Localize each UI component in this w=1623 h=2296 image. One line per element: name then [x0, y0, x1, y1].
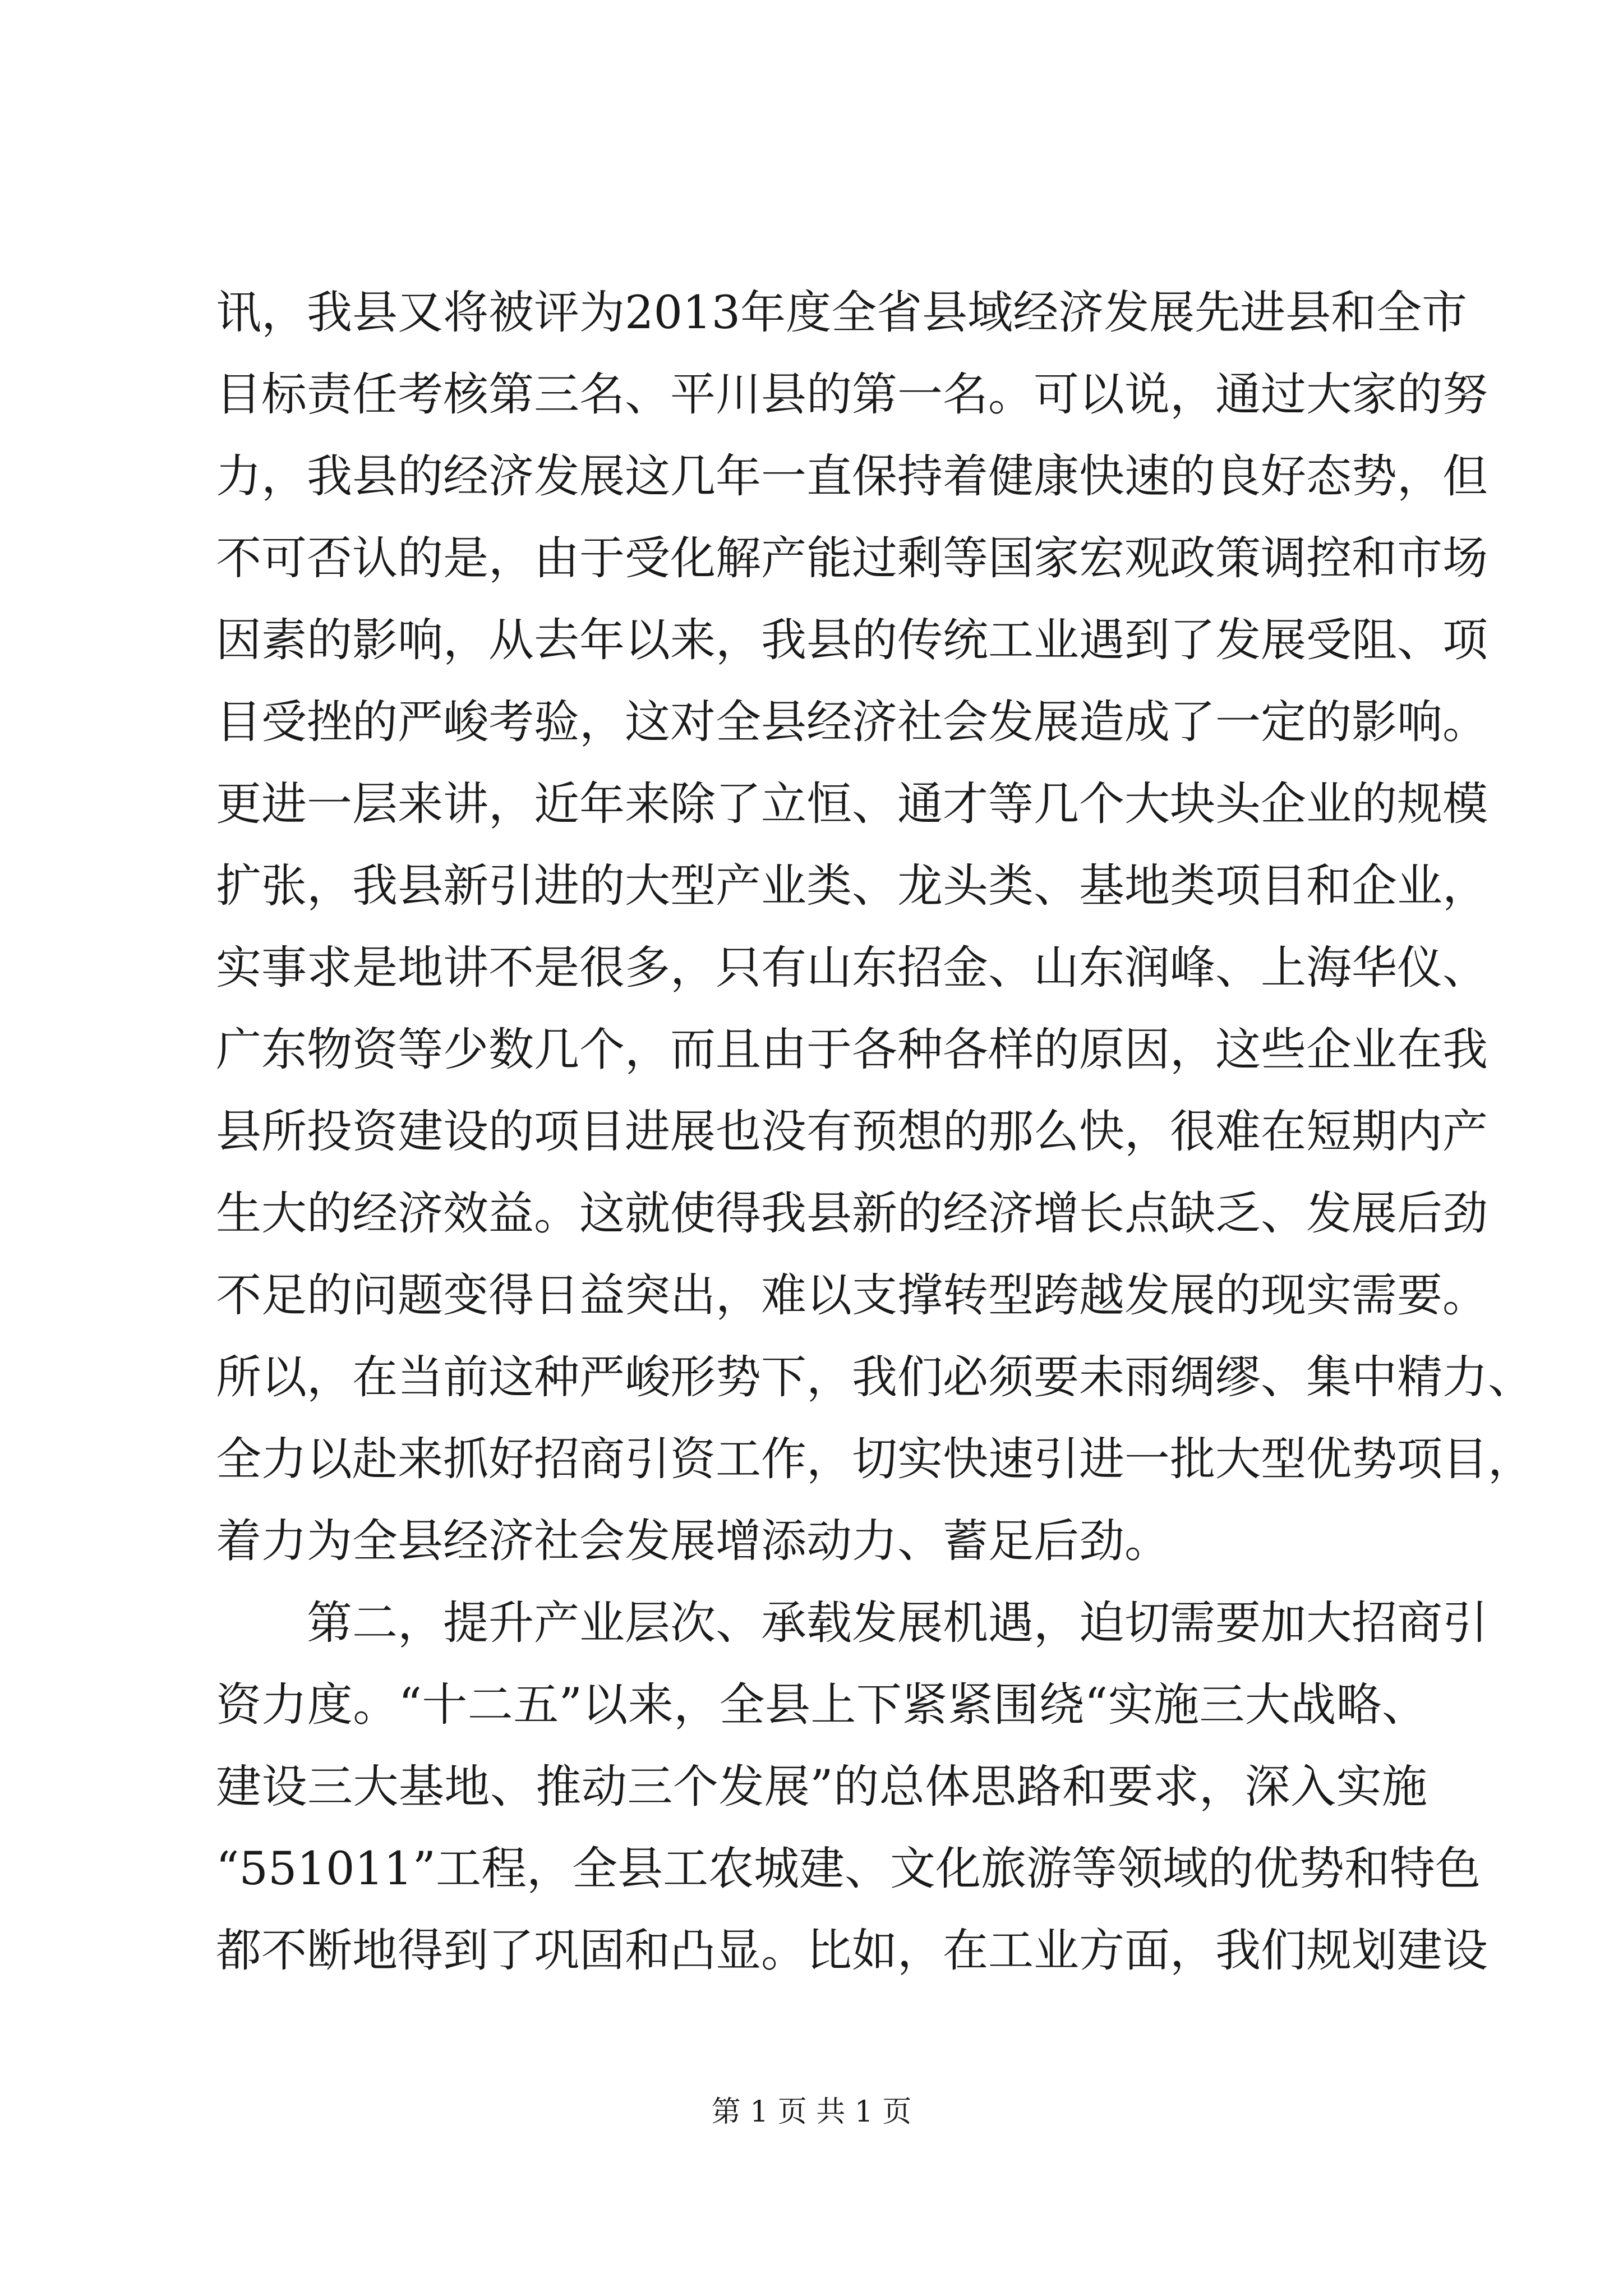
document-body: [216, 272, 1534, 1992]
paragraph-line: 扩张，我县新引进的大型产业类、龙头类、基地类项目和企业，: [216, 860, 1488, 913]
paragraph-line: “551011”工程，全县工农城建、文化旅游等领域的优势和特色: [216, 1843, 1481, 1895]
paragraph-line: 讯，我县又将被评为2013年度全省县域经济发展先进县和全市: [216, 287, 1468, 339]
paragraph-line: 目受挫的严峻考验，这对全县经济社会发展造成了一定的影响。: [216, 696, 1488, 749]
paragraph-line: 不足的问题变得日益突出，难以支撑转型跨越发展的现实需要。: [216, 1269, 1488, 1322]
page-footer: [0, 2092, 1623, 2132]
paragraph-line: 全力以赴来抓好招商引资工作，切实快速引进一批大型优势项目，: [216, 1433, 1534, 1486]
paragraph-line: 广东物资等少数几个，而且由于各种各样的原因，这些企业在我: [216, 1024, 1488, 1076]
paragraph-line: 县所投资建设的项目进展也没有预想的那么快，很难在短期内产: [216, 1106, 1488, 1158]
paragraph-line: 第二，提升产业层次、承载发展机遇，迫切需要加大招商引: [307, 1597, 1488, 1650]
paragraph-line: 资力度。“十二五”以来，全县上下紧紧围绕“实施三大战略、: [216, 1679, 1427, 1732]
paragraph-line: 生大的经济效益。这就使得我县新的经济增长点缺乏、发展后劲: [216, 1188, 1488, 1240]
paragraph-line: 不可否认的是，由于受化解产能过剩等国家宏观政策调控和市场: [216, 532, 1488, 585]
paragraph-line: 所以，在当前这种严峻形势下，我们必须要未雨绸缪、集中精力、: [216, 1351, 1534, 1404]
paragraph-line: 目标责任考核第三名、平川县的第一名。可以说，通过大家的努: [216, 369, 1488, 421]
page-number: 第 1 页 共 1 页: [711, 2095, 912, 2129]
paragraph-line: 着力为全县经济社会发展增添动力、蓄足后劲。: [216, 1515, 1170, 1568]
paragraph-line: 建设三大基地、推动三个发展”的总体思路和要求，深入实施: [216, 1761, 1427, 1814]
paragraph-line: 实事求是地讲不是很多，只有山东招金、山东润峰、上海华仪、: [216, 942, 1488, 995]
paragraph-line: 力，我县的经济发展这几年一直保持着健康快速的良好态势，但: [216, 450, 1488, 503]
paragraph-line: 都不断地得到了巩固和凸显。比如，在工业方面，我们规划建设: [216, 1925, 1488, 1977]
paragraph-line: 因素的影响，从去年以来，我县的传统工业遇到了发展受阻、项: [216, 614, 1488, 667]
paragraph-line: 更进一层来讲，近年来除了立恒、通才等几个大块头企业的规模: [216, 778, 1488, 831]
